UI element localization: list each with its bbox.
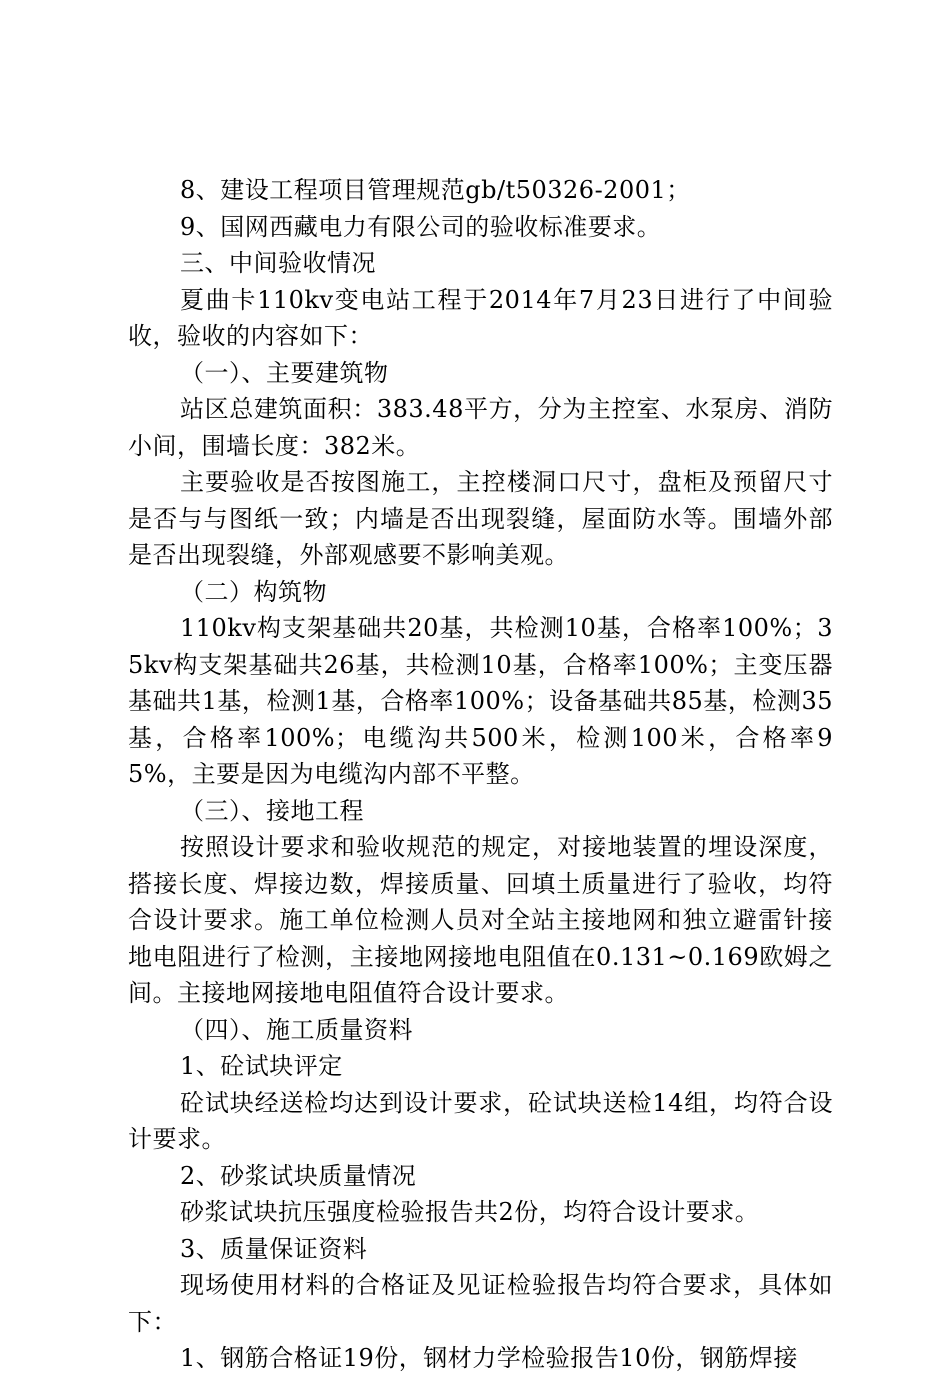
subsection-heading-2: （二）构筑物 (180, 577, 327, 606)
subsection-heading-1: （一）、主要建筑物 (180, 358, 389, 387)
item-heading-mortar: 2、砂浆试块质量情况 (180, 1161, 417, 1190)
paragraph-mortar: 砂浆试块抗压强度检验报告共2份，均符合设计要求。 (180, 1198, 760, 1226)
item-heading-quality: 3、质量保证资料 (180, 1234, 368, 1263)
document-body (128, 172, 833, 1377)
item-heading-concrete: 1、砼试块评定 (180, 1052, 343, 1080)
paragraph-structures: 110kv构支架基础共20基，共检测10基，合格率100%；35kv构支架基础共26基，共检测10基，合格率100%；主变压器基础共1基，检测1基，合格率100%；设备基础共85基，检测35基，合格率100%；电缆沟共500米，检测100米，合格率95%，主要是因为电缆沟内部不平整。 (128, 614, 833, 788)
subsection-heading-3: （三）、接地工程 (180, 796, 364, 825)
paragraph-rebar: 1、钢筋合格证19份，钢材力学检验报告10份，钢筋焊接 (180, 1344, 798, 1372)
paragraph-building-area: 站区总建筑面积：383.48平方，分为主控室、水泵房、消防小间，围墙长度：382米。 (128, 395, 833, 460)
paragraph-intro: 夏曲卡110kv变电站工程于2014年7月23日进行了中间验收，验收的内容如下： (128, 285, 833, 350)
paragraph-item-9: 9、国网西藏电力有限公司的验收标准要求。 (180, 212, 662, 241)
paragraph-item-8: 8、建设工程项目管理规范gb/t50326-2001； (180, 176, 691, 204)
paragraph-quality: 现场使用材料的合格证及见证检验报告均符合要求，具体如下： (128, 1271, 833, 1336)
paragraph-grounding: 按照设计要求和验收规范的规定，对接地装置的埋设深度，搭接长度、焊接边数，焊接质量、回填土质量进行了验收，均符合设计要求。施工单位检测人员对全站主接地网和独立避雷针接地电阻进行了检测，主接地网接地电阻值在0.131~0.169欧姆之间。主接地网接地电阻值符合设计要求。 (128, 833, 833, 1007)
paragraph-building-inspection: 主要验收是否按图施工，主控楼洞口尺寸，盘柜及预留尺寸是否与与图纸一致；内墙是否出现裂缝，屋面防水等。围墙外部是否出现裂缝，外部观感要不影响美观。 (128, 468, 833, 569)
section-heading-3: 三、中间验收情况 (180, 249, 376, 277)
subsection-heading-4: （四）、施工质量资料 (180, 1015, 413, 1044)
paragraph-concrete: 砼试块经送检均达到设计要求，砼试块送检14组，均符合设计要求。 (128, 1088, 833, 1153)
